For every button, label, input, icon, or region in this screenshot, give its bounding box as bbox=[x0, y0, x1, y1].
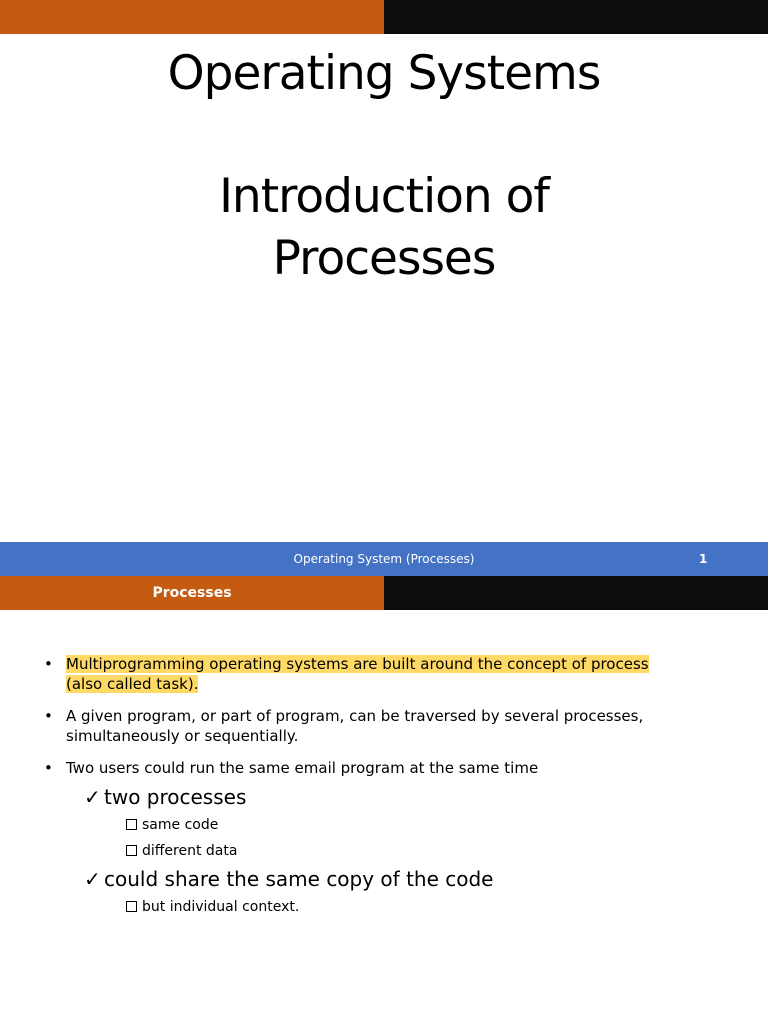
checkmark-icon: ✓ bbox=[84, 785, 101, 809]
sub-text: different data bbox=[142, 843, 238, 859]
orange-bar bbox=[0, 0, 384, 34]
check-item bbox=[84, 784, 734, 810]
highlighted-text: Multiprogramming operating systems are built around the concept of process bbox=[66, 655, 649, 673]
bullet-dot: • bbox=[44, 707, 53, 725]
page-number: 1 bbox=[699, 552, 708, 566]
sub-item bbox=[124, 840, 734, 862]
square-bullet-icon bbox=[126, 819, 137, 830]
sub-text: same code bbox=[142, 817, 219, 833]
processes-slide bbox=[0, 576, 768, 1024]
slide1-title: Operating Systems bbox=[167, 46, 601, 101]
bullet-text: Two users could run the same email program at the same time bbox=[66, 759, 539, 777]
subtitle-line-1: Introduction of bbox=[219, 169, 549, 224]
slide1-subtitle bbox=[0, 166, 768, 290]
check-item bbox=[84, 866, 734, 892]
square-bullet-icon bbox=[126, 845, 137, 856]
slide1-footer bbox=[0, 542, 768, 576]
slide2-top-bar bbox=[0, 576, 768, 610]
check-text: could share the same copy of the code bbox=[104, 867, 494, 891]
sub-text: but individual context. bbox=[142, 899, 300, 915]
footer-text: Operating System (Processes) bbox=[293, 552, 475, 566]
slide2-title: Processes bbox=[152, 585, 232, 601]
sub-item bbox=[124, 896, 734, 918]
dark-bar bbox=[384, 576, 768, 610]
bullet-dot: • bbox=[44, 655, 53, 673]
bullet-text: A given program, or part of program, can be traversed by several processes, simultaneously or sequentially. bbox=[66, 707, 644, 745]
bullet-item bbox=[44, 706, 734, 746]
subtitle-line-2: Processes bbox=[272, 231, 496, 286]
bullet-dot: • bbox=[44, 759, 53, 777]
check-text: two processes bbox=[104, 785, 247, 809]
slide1-top-bar bbox=[0, 0, 768, 34]
slide2-content bbox=[44, 654, 734, 922]
checkmark-icon: ✓ bbox=[84, 867, 101, 891]
dark-bar bbox=[384, 0, 768, 34]
sub-item bbox=[124, 814, 734, 836]
square-bullet-icon bbox=[126, 901, 137, 912]
bullet-item bbox=[44, 654, 734, 694]
orange-bar bbox=[0, 576, 384, 610]
bullet-item bbox=[44, 758, 734, 778]
highlighted-text-continued: (also called task). bbox=[66, 675, 199, 693]
